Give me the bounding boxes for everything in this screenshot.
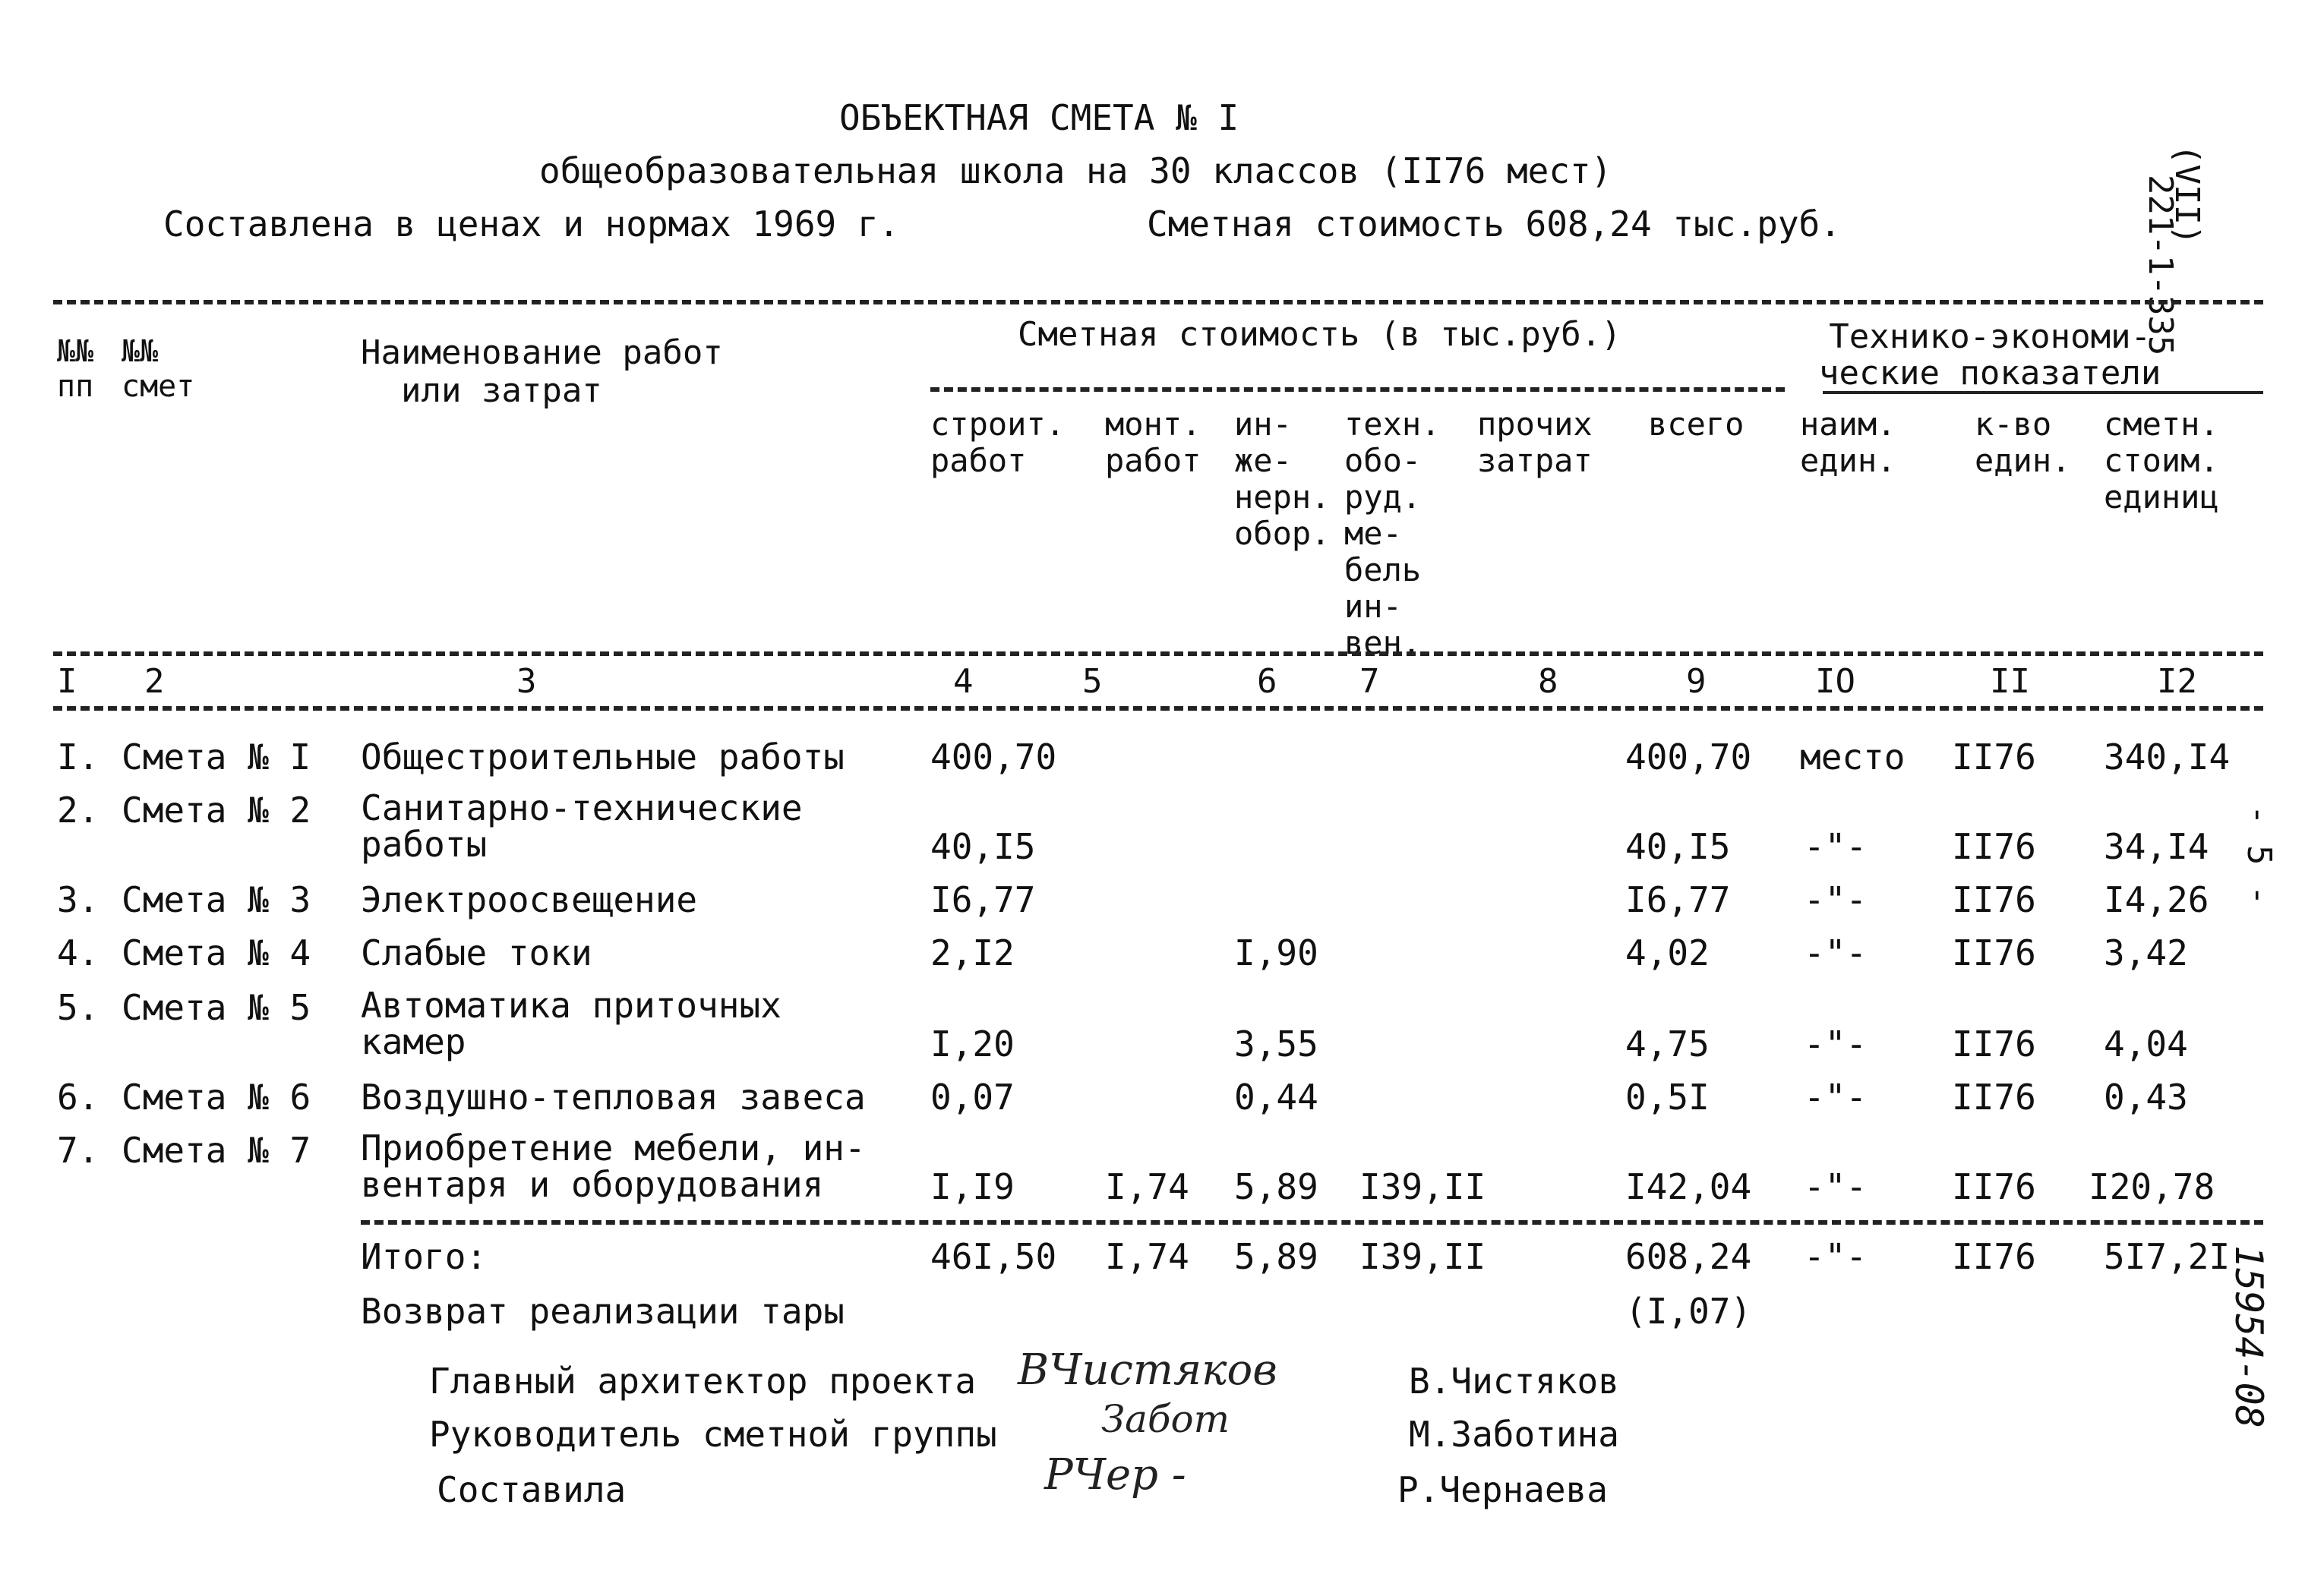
col-number-12: I2: [2157, 662, 2197, 701]
row-total-value: 40,I5: [1625, 826, 1731, 867]
header-unit-cost: сметн. стоим. единиц: [2104, 405, 2219, 516]
header-unit-name: наим. един.: [1800, 405, 1896, 479]
document-title: ОБЪЕКТНАЯ СМЕТА № I: [839, 97, 1239, 138]
col-number-8: 8: [1538, 662, 1558, 701]
signature-role-architect: Главный архитектор проекта: [429, 1361, 977, 1402]
row-number: 2.: [57, 790, 99, 831]
row-construction-value: 0,07: [930, 1077, 1015, 1118]
row-total-value: I6,77: [1625, 879, 1731, 920]
col-number-1: I: [57, 662, 77, 701]
signature-role-estimator: Руководитель сметной группы: [429, 1414, 997, 1455]
col-number-9: 9: [1686, 662, 1707, 701]
col-number-6: 6: [1257, 662, 1277, 701]
header-tech-group: Технико-экономи- ческие показатели: [1819, 317, 2161, 393]
row-estimate: Смета № 5: [122, 987, 311, 1028]
prices-note: Составлена в ценах и нормах 1969 г.: [163, 203, 900, 244]
col-number-5: 5: [1082, 662, 1103, 701]
header-other-costs: прочих затрат: [1477, 405, 1593, 479]
return-label: Возврат реализации тары: [361, 1291, 845, 1332]
inventory-number: 15954-08: [2227, 1245, 2271, 1428]
row-total-value: 0,5I: [1625, 1077, 1710, 1118]
row-number: 3.: [57, 879, 99, 920]
row-unit-count: II76: [1952, 1077, 2036, 1118]
row-number: 6.: [57, 1077, 99, 1118]
col-numbers-rule: [53, 706, 2263, 711]
row-engineering-value: 3,55: [1234, 1024, 1318, 1065]
row-work-name: Санитарно-технические работы: [361, 787, 803, 865]
header-cost-rule: [930, 387, 1785, 392]
row-engineering-value: 0,44: [1234, 1077, 1318, 1118]
header-row-number: №№ пп: [57, 334, 94, 404]
row-unit-cost: 0,43: [2104, 1077, 2188, 1118]
header-engineering-equipment: ин- же- нерн. обор.: [1234, 405, 1331, 552]
row-estimate: Смета № 2: [122, 790, 311, 831]
row-unit-name: -"-: [1804, 1166, 1868, 1207]
row-work-name: Приобретение мебели, ин- вентаря и оборудования: [361, 1128, 866, 1205]
header-construction-works: строит. работ: [930, 405, 1066, 479]
row-number: 7.: [57, 1130, 99, 1171]
header-installation-works: монт. работ: [1105, 405, 1201, 479]
row-engineering-value: 5,89: [1234, 1166, 1318, 1207]
row-unit-count: II76: [1952, 1166, 2036, 1207]
row-construction-value: 40,I5: [930, 826, 1036, 867]
row-estimate: Смета № 3: [122, 879, 311, 920]
row-total-value: 4,02: [1625, 932, 1710, 973]
document-part: (VII): [2168, 144, 2206, 245]
header-tech-rule: [1823, 391, 2263, 394]
row-estimate: Смета № 4: [122, 932, 311, 973]
row-unit-name: -"-: [1804, 879, 1868, 920]
signature-name-estimator: М.Заботина: [1409, 1414, 1619, 1455]
row-unit-cost: I20,78: [2089, 1166, 2215, 1207]
return-value: (I,07): [1625, 1291, 1752, 1332]
row-estimate: Смета № 6: [122, 1077, 311, 1118]
row-unit-cost: I4,26: [2104, 879, 2209, 920]
row-unit-cost: 4,04: [2104, 1024, 2188, 1065]
row-work-name: Общестроительные работы: [361, 736, 845, 777]
row-unit-count: II76: [1952, 932, 2036, 973]
header-total: всего: [1648, 405, 1745, 443]
total-sum-value: 608,24: [1625, 1236, 1752, 1277]
row-unit-count: II76: [1952, 1024, 2036, 1065]
total-construction-value: 46I,50: [930, 1236, 1057, 1277]
estimated-cost: Сметная стоимость 608,24 тыс.руб.: [1147, 203, 1841, 244]
header-unit-count: к-во един.: [1975, 405, 2071, 479]
signature-name-architect: В.Чистяков: [1409, 1361, 1619, 1402]
header-cost-group: Сметная стоимость (в тыс.руб.): [1018, 315, 1621, 354]
row-unit-name: -"-: [1804, 1024, 1868, 1065]
row-unit-name: -"-: [1804, 932, 1868, 973]
row-number: I.: [57, 736, 99, 777]
row-unit-cost: 340,I4: [2104, 736, 2231, 777]
signature-mark-estimator: Забот: [1101, 1397, 1230, 1441]
total-rule: [361, 1220, 2263, 1225]
col-number-4: 4: [953, 662, 974, 701]
col-number-2: 2: [144, 662, 165, 701]
row-installation-value: I,74: [1105, 1166, 1189, 1207]
col-number-7: 7: [1359, 662, 1380, 701]
signature-mark-architect: ВЧистяков: [1018, 1345, 1277, 1395]
row-construction-value: 400,70: [930, 736, 1057, 777]
row-total-value: I42,04: [1625, 1166, 1752, 1207]
row-work-name: Автоматика приточных камер: [361, 985, 781, 1062]
row-work-name: Воздушно-тепловая завеса: [361, 1077, 866, 1118]
col-number-11: II: [1990, 662, 2030, 701]
total-engineering-value: 5,89: [1234, 1236, 1318, 1277]
row-tech-equipment-value: I39,II: [1359, 1166, 1486, 1207]
document-code: 221-1-335: [2141, 175, 2180, 356]
row-unit-name: место: [1800, 736, 1906, 777]
col-number-3: 3: [516, 662, 537, 701]
document-subtitle: общеобразовательная школа на 30 классов (II76 мест): [539, 150, 1612, 191]
row-estimate: Смета № I: [122, 736, 311, 777]
col-number-10: IO: [1815, 662, 1855, 701]
row-construction-value: 2,I2: [930, 932, 1015, 973]
row-work-name: Электроосвещение: [361, 879, 698, 920]
row-unit-cost: 34,I4: [2104, 826, 2209, 867]
row-number: 5.: [57, 987, 99, 1028]
row-construction-value: I,I9: [930, 1166, 1015, 1207]
total-tech-equipment-value: I39,II: [1359, 1236, 1486, 1277]
row-total-value: 400,70: [1625, 736, 1752, 777]
row-unit-cost: 3,42: [2104, 932, 2188, 973]
signature-name-compiler: Р.Чернаева: [1397, 1469, 1608, 1510]
header-top-rule: [53, 300, 2263, 304]
row-unit-name: -"-: [1804, 826, 1868, 867]
header-tech-equipment: техн. обо- руд. ме- бель ин- вен.: [1344, 405, 1441, 661]
row-construction-value: I6,77: [930, 879, 1036, 920]
row-number: 4.: [57, 932, 99, 973]
header-work-name: Наименование работ или затрат: [361, 333, 723, 410]
signature-role-compiler: Составила: [437, 1469, 627, 1510]
total-unit-name: -"-: [1804, 1236, 1868, 1277]
row-total-value: 4,75: [1625, 1024, 1710, 1065]
header-bottom-rule: [53, 651, 2263, 656]
total-installation-value: I,74: [1105, 1236, 1189, 1277]
row-estimate: Смета № 7: [122, 1130, 311, 1171]
page-number: - 5 -: [2240, 805, 2278, 906]
row-work-name: Слабые токи: [361, 932, 592, 973]
total-unit-cost: 5I7,2I: [2104, 1236, 2231, 1277]
total-label: Итого:: [361, 1236, 488, 1277]
row-unit-count: II76: [1952, 736, 2036, 777]
row-unit-count: II76: [1952, 826, 2036, 867]
signature-mark-compiler: РЧер -: [1044, 1450, 1186, 1500]
row-unit-count: II76: [1952, 879, 2036, 920]
total-unit-count: II76: [1952, 1236, 2036, 1277]
row-engineering-value: I,90: [1234, 932, 1318, 973]
header-estimate-number: №№ смет: [122, 334, 195, 404]
row-unit-name: -"-: [1804, 1077, 1868, 1118]
row-construction-value: I,20: [930, 1024, 1015, 1065]
